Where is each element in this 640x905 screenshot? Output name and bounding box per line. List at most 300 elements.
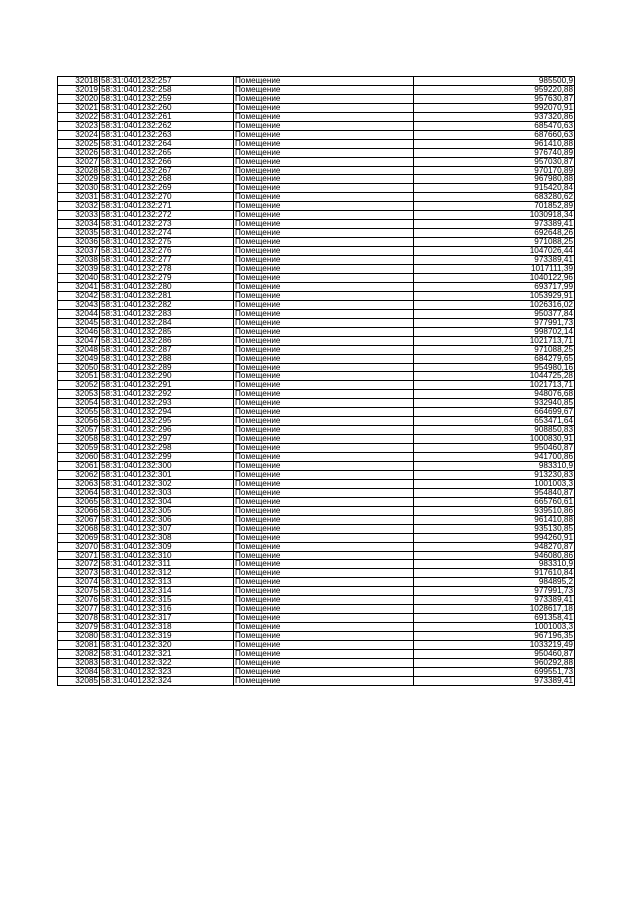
row-number-cell: 32075: [58, 587, 100, 596]
row-number-cell: 32047: [58, 336, 100, 345]
table-row: [58, 605, 575, 614]
row-number-cell: 32058: [58, 435, 100, 444]
cadastral-number-cell: 58:31:0401232:323: [100, 667, 234, 676]
value-cell: 971088,25: [414, 345, 575, 354]
object-type-cell: Помещение: [234, 363, 414, 372]
object-type-cell: Помещение: [234, 667, 414, 676]
cadastral-number-cell: 58:31:0401232:315: [100, 596, 234, 605]
table-row: [58, 238, 575, 247]
table-row: [58, 139, 575, 148]
row-number-cell: 32043: [58, 300, 100, 309]
value-cell: 977991,73: [414, 318, 575, 327]
object-type-cell: Помещение: [234, 130, 414, 139]
value-cell: 1021713,71: [414, 336, 575, 345]
cadastral-number-cell: 58:31:0401232:312: [100, 569, 234, 578]
table-row: [58, 121, 575, 130]
object-type-cell: Помещение: [234, 94, 414, 103]
object-type-cell: Помещение: [234, 345, 414, 354]
table-row: [58, 372, 575, 381]
row-number-cell: 32068: [58, 524, 100, 533]
row-number-cell: 32025: [58, 139, 100, 148]
property-table: [57, 76, 575, 686]
cadastral-number-cell: 58:31:0401232:273: [100, 220, 234, 229]
value-cell: 692648,26: [414, 229, 575, 238]
row-number-cell: 32044: [58, 309, 100, 318]
object-type-cell: Помещение: [234, 238, 414, 247]
cadastral-number-cell: 58:31:0401232:292: [100, 390, 234, 399]
cadastral-number-cell: 58:31:0401232:317: [100, 614, 234, 623]
cadastral-number-cell: 58:31:0401232:320: [100, 641, 234, 650]
table-row: [58, 354, 575, 363]
object-type-cell: Помещение: [234, 542, 414, 551]
cadastral-number-cell: 58:31:0401232:271: [100, 202, 234, 211]
value-cell: 684279,65: [414, 354, 575, 363]
row-number-cell: 32056: [58, 417, 100, 426]
cadastral-number-cell: 58:31:0401232:272: [100, 211, 234, 220]
value-cell: 973389,41: [414, 596, 575, 605]
row-number-cell: 32069: [58, 533, 100, 542]
object-type-cell: Помещение: [234, 318, 414, 327]
row-number-cell: 32080: [58, 632, 100, 641]
table-row: [58, 399, 575, 408]
cadastral-number-cell: 58:31:0401232:302: [100, 479, 234, 488]
value-cell: 954980,16: [414, 363, 575, 372]
table-row: [58, 265, 575, 274]
cadastral-number-cell: 58:31:0401232:298: [100, 444, 234, 453]
cadastral-number-cell: 58:31:0401232:305: [100, 506, 234, 515]
object-type-cell: Помещение: [234, 202, 414, 211]
cadastral-number-cell: 58:31:0401232:284: [100, 318, 234, 327]
value-cell: 961410,88: [414, 139, 575, 148]
row-number-cell: 32083: [58, 658, 100, 667]
row-number-cell: 32076: [58, 596, 100, 605]
cadastral-number-cell: 58:31:0401232:259: [100, 94, 234, 103]
row-number-cell: 32042: [58, 291, 100, 300]
table-row: [58, 641, 575, 650]
row-number-cell: 32028: [58, 166, 100, 175]
value-cell: 973389,41: [414, 220, 575, 229]
value-cell: 915420,84: [414, 184, 575, 193]
row-number-cell: 32059: [58, 444, 100, 453]
cadastral-number-cell: 58:31:0401232:316: [100, 605, 234, 614]
object-type-cell: Помещение: [234, 641, 414, 650]
table-row: [58, 461, 575, 470]
cadastral-number-cell: 58:31:0401232:257: [100, 77, 234, 86]
value-cell: 687660,63: [414, 130, 575, 139]
cadastral-number-cell: 58:31:0401232:266: [100, 157, 234, 166]
table-row: [58, 408, 575, 417]
cadastral-number-cell: 58:31:0401232:300: [100, 461, 234, 470]
table-row: [58, 497, 575, 506]
row-number-cell: 32052: [58, 381, 100, 390]
row-number-cell: 32074: [58, 578, 100, 587]
value-cell: 957030,87: [414, 157, 575, 166]
row-number-cell: 32082: [58, 650, 100, 659]
object-type-cell: Помещение: [234, 282, 414, 291]
row-number-cell: 32081: [58, 641, 100, 650]
object-type-cell: Помещение: [234, 148, 414, 157]
row-number-cell: 32062: [58, 470, 100, 479]
cadastral-number-cell: 58:31:0401232:268: [100, 175, 234, 184]
value-cell: 948270,87: [414, 542, 575, 551]
table-row: [58, 300, 575, 309]
cadastral-number-cell: 58:31:0401232:286: [100, 336, 234, 345]
value-cell: 960292,88: [414, 658, 575, 667]
table-row: [58, 184, 575, 193]
object-type-cell: Помещение: [234, 569, 414, 578]
row-number-cell: 32020: [58, 94, 100, 103]
object-type-cell: Помещение: [234, 291, 414, 300]
row-number-cell: 32050: [58, 363, 100, 372]
cadastral-number-cell: 58:31:0401232:296: [100, 426, 234, 435]
row-number-cell: 32037: [58, 247, 100, 256]
cadastral-number-cell: 58:31:0401232:276: [100, 247, 234, 256]
row-number-cell: 32034: [58, 220, 100, 229]
object-type-cell: Помещение: [234, 390, 414, 399]
row-number-cell: 32024: [58, 130, 100, 139]
row-number-cell: 32033: [58, 211, 100, 220]
value-cell: 1030918,34: [414, 211, 575, 220]
row-number-cell: 32041: [58, 282, 100, 291]
object-type-cell: Помещение: [234, 372, 414, 381]
object-type-cell: Помещение: [234, 85, 414, 94]
value-cell: 1053929,91: [414, 291, 575, 300]
value-cell: 935130,85: [414, 524, 575, 533]
table-row: [58, 587, 575, 596]
cadastral-number-cell: 58:31:0401232:262: [100, 121, 234, 130]
value-cell: 917610,84: [414, 569, 575, 578]
table-row: [58, 667, 575, 676]
object-type-cell: Помещение: [234, 488, 414, 497]
table-row: [58, 479, 575, 488]
value-cell: 693717,99: [414, 282, 575, 291]
value-cell: 950460,87: [414, 444, 575, 453]
table-body: [58, 77, 575, 686]
value-cell: 1040122,96: [414, 273, 575, 282]
object-type-cell: Помещение: [234, 408, 414, 417]
table-row: [58, 336, 575, 345]
cadastral-number-cell: 58:31:0401232:258: [100, 85, 234, 94]
table-row: [58, 94, 575, 103]
table-row: [58, 426, 575, 435]
cadastral-number-cell: 58:31:0401232:275: [100, 238, 234, 247]
cadastral-number-cell: 58:31:0401232:297: [100, 435, 234, 444]
object-type-cell: Помещение: [234, 551, 414, 560]
cadastral-number-cell: 58:31:0401232:318: [100, 623, 234, 632]
cadastral-number-cell: 58:31:0401232:282: [100, 300, 234, 309]
table-row: [58, 157, 575, 166]
table-row: [58, 193, 575, 202]
row-number-cell: 32036: [58, 238, 100, 247]
table-row: [58, 632, 575, 641]
table-row: [58, 488, 575, 497]
cadastral-number-cell: 58:31:0401232:301: [100, 470, 234, 479]
cadastral-number-cell: 58:31:0401232:283: [100, 309, 234, 318]
cadastral-number-cell: 58:31:0401232:309: [100, 542, 234, 551]
value-cell: 957630,87: [414, 94, 575, 103]
row-number-cell: 32053: [58, 390, 100, 399]
cadastral-number-cell: 58:31:0401232:280: [100, 282, 234, 291]
cadastral-number-cell: 58:31:0401232:311: [100, 560, 234, 569]
row-number-cell: 32065: [58, 497, 100, 506]
table-row: [58, 658, 575, 667]
value-cell: 954840,87: [414, 488, 575, 497]
object-type-cell: Помещение: [234, 247, 414, 256]
object-type-cell: Помещение: [234, 453, 414, 462]
value-cell: 1000830,91: [414, 435, 575, 444]
cadastral-number-cell: 58:31:0401232:267: [100, 166, 234, 175]
table-row: [58, 560, 575, 569]
value-cell: 1047026,44: [414, 247, 575, 256]
object-type-cell: Помещение: [234, 435, 414, 444]
object-type-cell: Помещение: [234, 112, 414, 121]
object-type-cell: Помещение: [234, 399, 414, 408]
cadastral-number-cell: 58:31:0401232:288: [100, 354, 234, 363]
row-number-cell: 32030: [58, 184, 100, 193]
table-row: [58, 130, 575, 139]
table-row: [58, 112, 575, 121]
value-cell: 959220,88: [414, 85, 575, 94]
value-cell: 946080,86: [414, 551, 575, 560]
table-row: [58, 363, 575, 372]
row-number-cell: 32039: [58, 265, 100, 274]
object-type-cell: Помещение: [234, 175, 414, 184]
row-number-cell: 32079: [58, 623, 100, 632]
cadastral-number-cell: 58:31:0401232:281: [100, 291, 234, 300]
row-number-cell: 32066: [58, 506, 100, 515]
row-number-cell: 32023: [58, 121, 100, 130]
row-number-cell: 32071: [58, 551, 100, 560]
value-cell: 939510,86: [414, 506, 575, 515]
row-number-cell: 32054: [58, 399, 100, 408]
table-row: [58, 578, 575, 587]
object-type-cell: Помещение: [234, 479, 414, 488]
cadastral-number-cell: 58:31:0401232:313: [100, 578, 234, 587]
cadastral-number-cell: 58:31:0401232:306: [100, 515, 234, 524]
row-number-cell: 32021: [58, 103, 100, 112]
value-cell: 701852,89: [414, 202, 575, 211]
table-row: [58, 77, 575, 86]
object-type-cell: Помещение: [234, 354, 414, 363]
cadastral-number-cell: 58:31:0401232:260: [100, 103, 234, 112]
table-row: [58, 345, 575, 354]
value-cell: 665760,61: [414, 497, 575, 506]
table-row: [58, 309, 575, 318]
value-cell: 973389,41: [414, 676, 575, 685]
value-cell: 967196,35: [414, 632, 575, 641]
table-row: [58, 623, 575, 632]
value-cell: 948076,68: [414, 390, 575, 399]
cadastral-number-cell: 58:31:0401232:319: [100, 632, 234, 641]
value-cell: 1044725,28: [414, 372, 575, 381]
value-cell: 973389,41: [414, 256, 575, 265]
object-type-cell: Помещение: [234, 103, 414, 112]
row-number-cell: 32019: [58, 85, 100, 94]
table-row: [58, 569, 575, 578]
table-row: [58, 175, 575, 184]
object-type-cell: Помещение: [234, 166, 414, 175]
cadastral-number-cell: 58:31:0401232:293: [100, 399, 234, 408]
value-cell: 961410,88: [414, 515, 575, 524]
object-type-cell: Помещение: [234, 336, 414, 345]
object-type-cell: Помещение: [234, 578, 414, 587]
object-type-cell: Помещение: [234, 381, 414, 390]
object-type-cell: Помещение: [234, 193, 414, 202]
value-cell: 971088,25: [414, 238, 575, 247]
table-row: [58, 542, 575, 551]
table-row: [58, 650, 575, 659]
cadastral-number-cell: 58:31:0401232:321: [100, 650, 234, 659]
value-cell: 1033219,49: [414, 641, 575, 650]
cadastral-number-cell: 58:31:0401232:308: [100, 533, 234, 542]
table-row: [58, 85, 575, 94]
value-cell: 994260,91: [414, 533, 575, 542]
object-type-cell: Помещение: [234, 506, 414, 515]
object-type-cell: Помещение: [234, 273, 414, 282]
table-row: [58, 291, 575, 300]
value-cell: 1026316,02: [414, 300, 575, 309]
cadastral-number-cell: 58:31:0401232:307: [100, 524, 234, 533]
value-cell: 984895,2: [414, 578, 575, 587]
table-row: [58, 524, 575, 533]
object-type-cell: Помещение: [234, 596, 414, 605]
value-cell: 983310,9: [414, 461, 575, 470]
value-cell: 992070,91: [414, 103, 575, 112]
row-number-cell: 32067: [58, 515, 100, 524]
object-type-cell: Помещение: [234, 139, 414, 148]
cadastral-number-cell: 58:31:0401232:304: [100, 497, 234, 506]
row-number-cell: 32027: [58, 157, 100, 166]
table-row: [58, 533, 575, 542]
object-type-cell: Помещение: [234, 256, 414, 265]
table-row: [58, 596, 575, 605]
row-number-cell: 32085: [58, 676, 100, 685]
cadastral-number-cell: 58:31:0401232:261: [100, 112, 234, 121]
cadastral-number-cell: 58:31:0401232:294: [100, 408, 234, 417]
row-number-cell: 32029: [58, 175, 100, 184]
value-cell: 664699,67: [414, 408, 575, 417]
object-type-cell: Помещение: [234, 157, 414, 166]
cadastral-number-cell: 58:31:0401232:278: [100, 265, 234, 274]
value-cell: 1001003,3: [414, 479, 575, 488]
object-type-cell: Помещение: [234, 211, 414, 220]
table-row: [58, 390, 575, 399]
value-cell: 908850,83: [414, 426, 575, 435]
table-row: [58, 247, 575, 256]
cadastral-number-cell: 58:31:0401232:274: [100, 229, 234, 238]
row-number-cell: 32078: [58, 614, 100, 623]
row-number-cell: 32063: [58, 479, 100, 488]
table-row: [58, 202, 575, 211]
row-number-cell: 32077: [58, 605, 100, 614]
object-type-cell: Помещение: [234, 497, 414, 506]
object-type-cell: Помещение: [234, 121, 414, 130]
cadastral-number-cell: 58:31:0401232:264: [100, 139, 234, 148]
row-number-cell: 32035: [58, 229, 100, 238]
row-number-cell: 32048: [58, 345, 100, 354]
object-type-cell: Помещение: [234, 229, 414, 238]
row-number-cell: 32057: [58, 426, 100, 435]
value-cell: 691358,41: [414, 614, 575, 623]
cadastral-number-cell: 58:31:0401232:310: [100, 551, 234, 560]
table-row: [58, 229, 575, 238]
object-type-cell: Помещение: [234, 417, 414, 426]
value-cell: 1021713,71: [414, 381, 575, 390]
object-type-cell: Помещение: [234, 533, 414, 542]
cadastral-number-cell: 58:31:0401232:290: [100, 372, 234, 381]
cadastral-number-cell: 58:31:0401232:314: [100, 587, 234, 596]
table-row: [58, 444, 575, 453]
row-number-cell: 32070: [58, 542, 100, 551]
table-row: [58, 506, 575, 515]
table-row: [58, 282, 575, 291]
cadastral-number-cell: 58:31:0401232:295: [100, 417, 234, 426]
row-number-cell: 32018: [58, 77, 100, 86]
row-number-cell: 32060: [58, 453, 100, 462]
cadastral-number-cell: 58:31:0401232:289: [100, 363, 234, 372]
value-cell: 998702,14: [414, 327, 575, 336]
cadastral-number-cell: 58:31:0401232:263: [100, 130, 234, 139]
value-cell: 699551,73: [414, 667, 575, 676]
table-row: [58, 515, 575, 524]
value-cell: 950377,84: [414, 309, 575, 318]
row-number-cell: 32073: [58, 569, 100, 578]
row-number-cell: 32055: [58, 408, 100, 417]
row-number-cell: 32031: [58, 193, 100, 202]
object-type-cell: Помещение: [234, 632, 414, 641]
row-number-cell: 32040: [58, 273, 100, 282]
object-type-cell: Помещение: [234, 426, 414, 435]
value-cell: 985500,9: [414, 77, 575, 86]
object-type-cell: Помещение: [234, 524, 414, 533]
object-type-cell: Помещение: [234, 614, 414, 623]
value-cell: 685470,63: [414, 121, 575, 130]
value-cell: 937320,86: [414, 112, 575, 121]
document-page: [57, 76, 574, 686]
table-row: [58, 381, 575, 390]
cadastral-number-cell: 58:31:0401232:324: [100, 676, 234, 685]
table-row: [58, 327, 575, 336]
object-type-cell: Помещение: [234, 658, 414, 667]
table-row: [58, 470, 575, 479]
row-number-cell: 32051: [58, 372, 100, 381]
table-row: [58, 148, 575, 157]
cadastral-number-cell: 58:31:0401232:322: [100, 658, 234, 667]
value-cell: 653471,64: [414, 417, 575, 426]
row-number-cell: 32045: [58, 318, 100, 327]
value-cell: 970170,89: [414, 166, 575, 175]
cadastral-number-cell: 58:31:0401232:277: [100, 256, 234, 265]
row-number-cell: 32038: [58, 256, 100, 265]
object-type-cell: Помещение: [234, 650, 414, 659]
cadastral-number-cell: 58:31:0401232:265: [100, 148, 234, 157]
row-number-cell: 32049: [58, 354, 100, 363]
value-cell: 941700,86: [414, 453, 575, 462]
cadastral-number-cell: 58:31:0401232:279: [100, 273, 234, 282]
value-cell: 1028617,18: [414, 605, 575, 614]
object-type-cell: Помещение: [234, 461, 414, 470]
object-type-cell: Помещение: [234, 265, 414, 274]
table-row: [58, 256, 575, 265]
row-number-cell: 32026: [58, 148, 100, 157]
value-cell: 976740,89: [414, 148, 575, 157]
object-type-cell: Помещение: [234, 587, 414, 596]
object-type-cell: Помещение: [234, 327, 414, 336]
cadastral-number-cell: 58:31:0401232:287: [100, 345, 234, 354]
row-number-cell: 32084: [58, 667, 100, 676]
value-cell: 683280,62: [414, 193, 575, 202]
table-row: [58, 551, 575, 560]
